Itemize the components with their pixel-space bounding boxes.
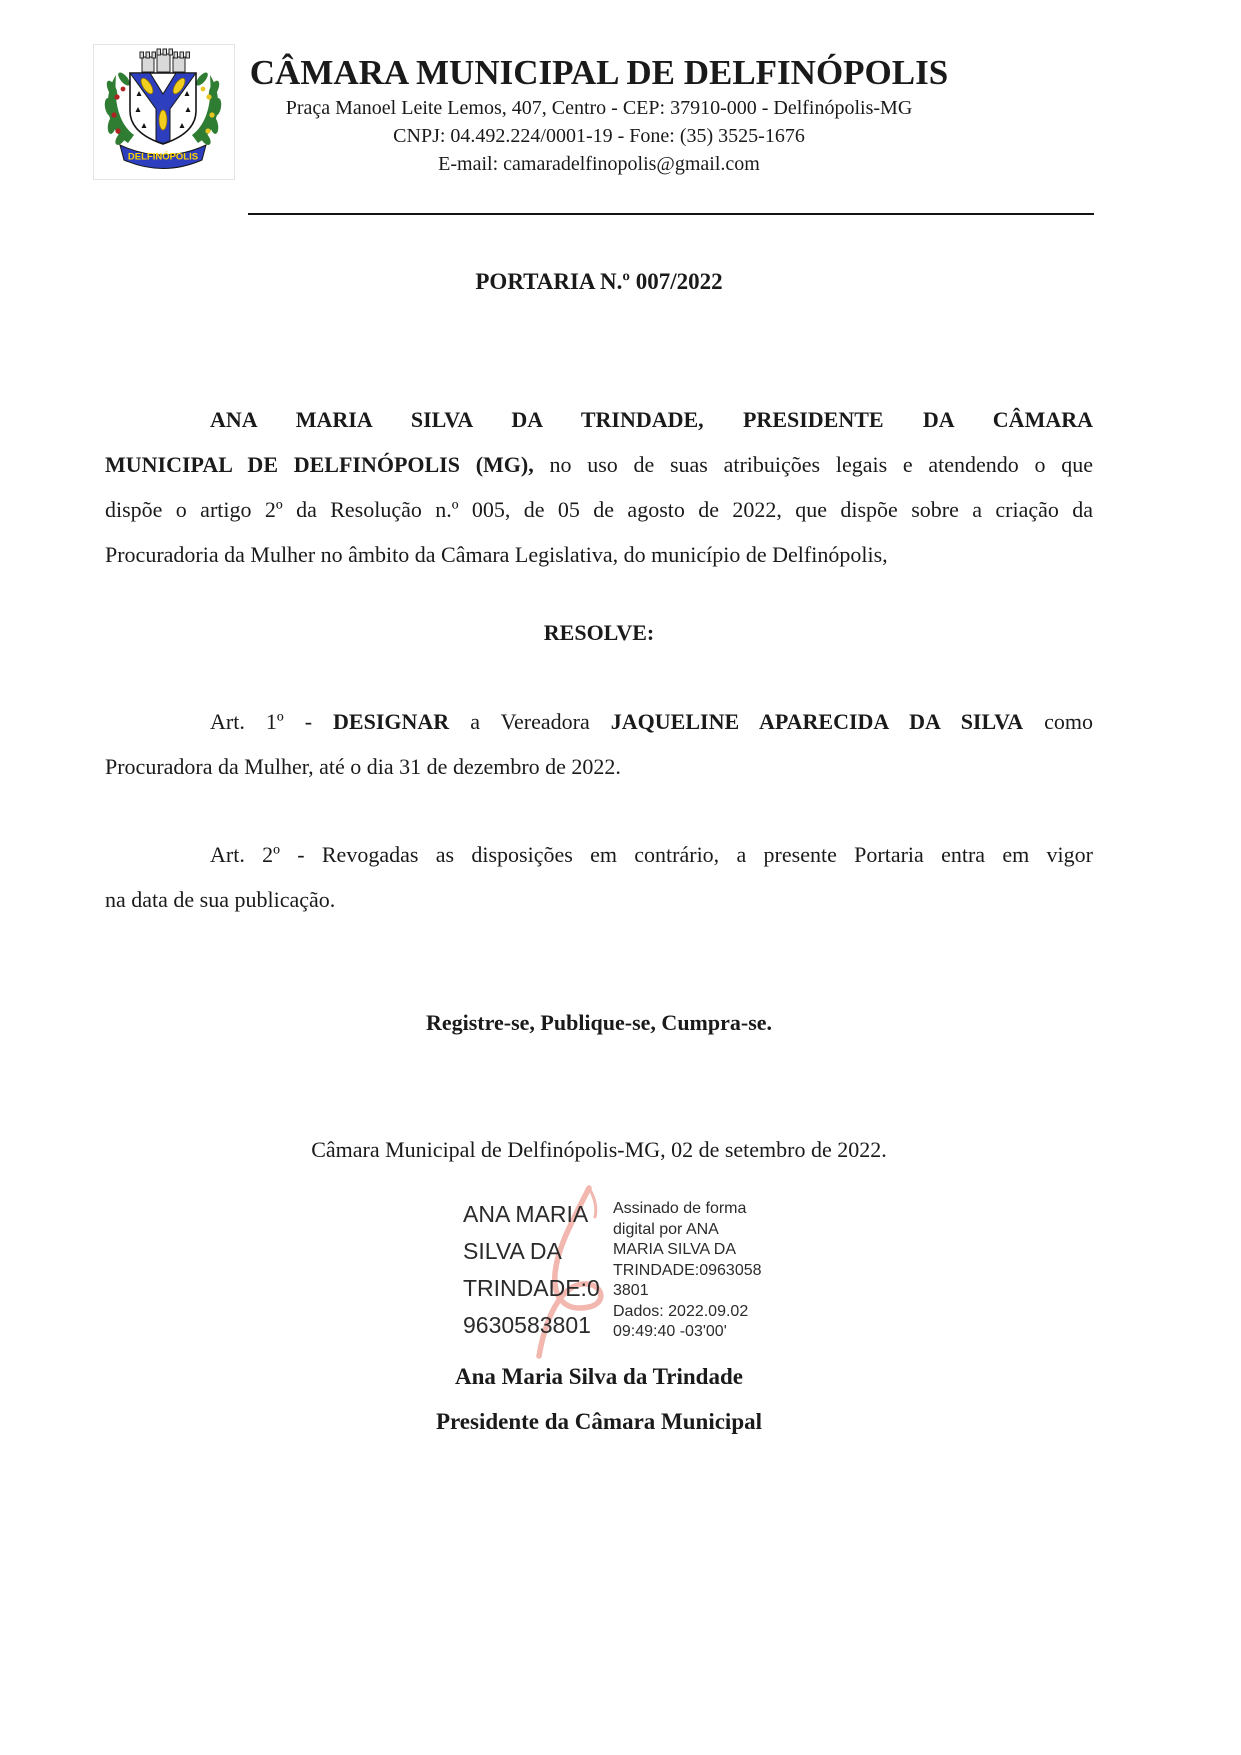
signature-text-line: 9630583801 [463, 1312, 591, 1338]
text-line: ANA MARIA SILVA DA TRINDADE, PRESIDENTE DA CÂMARA [210, 407, 1093, 432]
text-line: Procuradoria da Mulher no âmbito da Câmara Legislativa, do município de Delfinópolis, [105, 542, 888, 567]
signature-text-line: digital por ANA [613, 1220, 719, 1238]
email-line: E-mail: camaradelfinopolis@gmail.com [438, 153, 760, 175]
signature-text-line: Dados: 2022.09.02 [613, 1302, 749, 1320]
signer-name: Ana Maria Silva da Trindade [455, 1364, 743, 1389]
header-rule [248, 213, 1094, 215]
article-1-paragraph [105, 699, 1093, 789]
signature-text-line: SILVA DA [463, 1238, 562, 1264]
banner-text: DELFINÓPOLIS [127, 151, 199, 163]
text-line: Procuradora da Mulher, até o dia 31 de dezembro de 2022. [105, 754, 621, 779]
signer-title: Presidente da Câmara Municipal [435, 1409, 763, 1434]
text-line: MUNICIPAL DE DELFINÓPOLIS (MG), no uso de suas atribuições legais e atendendo o que [105, 452, 1093, 477]
signature-text-line: TRINDADE:0963058 [613, 1261, 762, 1279]
coat-of-arms-logo [93, 44, 235, 180]
text-line: dispõe o artigo 2º da Resolução n.º 005, de 05 de agosto de 2022, que dispõe sobre a criação da [105, 497, 1093, 522]
mural-crown [140, 49, 190, 72]
order-line: Registre-se, Publique-se, Cumpra-se. [425, 1010, 773, 1035]
text-line: na data de sua publicação. [105, 887, 336, 912]
preamble-paragraph [105, 397, 1093, 577]
date-line: Câmara Municipal de Delfinópolis-MG, 02 de setembro de 2022. [311, 1137, 887, 1162]
article-2-paragraph [105, 832, 1093, 922]
signature-text-line: Assinado de forma [613, 1200, 747, 1217]
signature-text-line: 09:49:40 -03'00' [613, 1323, 727, 1340]
signature-text-line: 3801 [613, 1282, 649, 1299]
signature-subject [463, 1196, 613, 1346]
text-line: Art. 1º - DESIGNAR a Vereadora JAQUELINE APARECIDA DA SILVA como [210, 709, 1093, 734]
org-name: CÂMARA MUNICIPAL DE DELFINÓPOLIS [249, 53, 949, 92]
signature-text-line: MARIA SILVA DA [613, 1241, 737, 1258]
signature-details [613, 1196, 785, 1346]
signature-text-line: ANA MARIA [463, 1201, 589, 1227]
document-title: PORTARIA N.º 007/2022 [475, 269, 723, 294]
address-line: Praça Manoel Leite Lemos, 407, Centro - CEP: 37910-000 - Delfinópolis-MG [285, 97, 913, 119]
digital-signature-block [463, 1196, 793, 1346]
text-line: Art. 2º - Revogadas as disposições em contrário, a presente Portaria entra em vigor [210, 842, 1093, 867]
signature-text-line: TRINDADE:0 [463, 1275, 600, 1301]
letterhead [105, 52, 1093, 178]
resolve-heading: RESOLVE: [543, 620, 655, 645]
coat-of-arms-icon [94, 45, 232, 177]
cnpj-fone-line: CNPJ: 04.492.224/0001-19 - Fone: (35) 3525-1676 [393, 125, 805, 147]
